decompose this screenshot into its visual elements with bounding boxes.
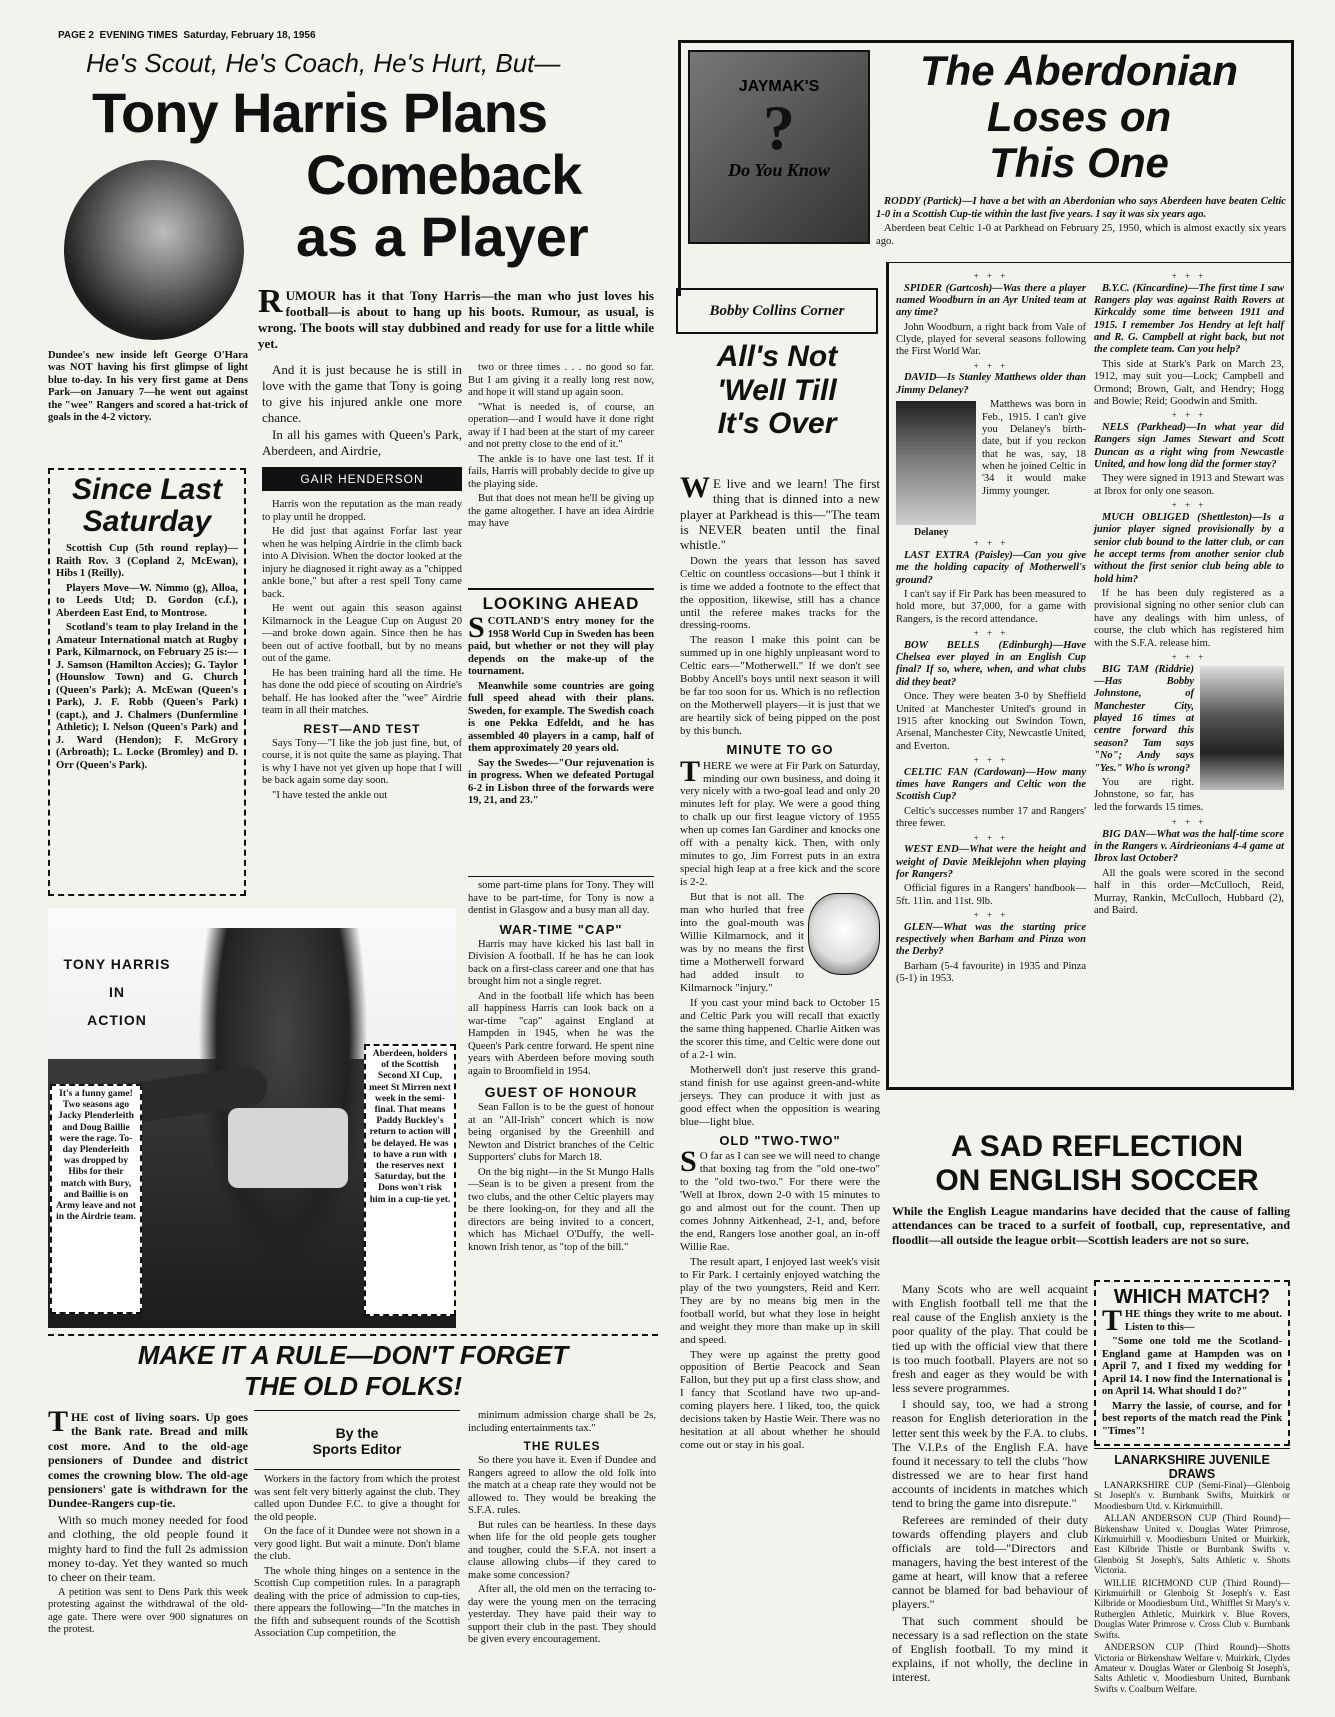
rule-para: So there you have it. Even if Dundee and Rangers agreed to allow the old folk into the match at a cheap rate they would not be allowed to. They would be breaking the S.F.A. rules. <box>468 1455 656 1517</box>
collins-headline-1: All's Not <box>716 340 838 373</box>
rule-para: HE cost of living soars. Up goes the Bank rate. Bread and milk cost more. And to the old-age pensioners of Dundee and district comes the crowning blow. The old-age pensioners' gate is withdrawn for the Dundee-Rangers cup-tie. <box>48 1410 248 1511</box>
which-match-title: WHICH MATCH? <box>1113 1286 1271 1308</box>
photo-johnstone <box>1200 666 1284 790</box>
separator: + + + <box>973 360 1009 371</box>
collins-para: But that is not all. The man who hurled that free into the goal-mouth was Willie Kilmarnock, and it was by no means the first time a Motherwell forward had added insult to Kilmarnock "injury." <box>680 891 804 994</box>
since-para: Scotland's team to play Ireland in the Amateur International match at Rugby Park, Kilmarnock, on February 25 is:—J. Samson (Hamilton Accies); G. Taylor (Hounslow Town) and G. Church (Queen's Park); A. McEwan (Queen's Park), J. F. Robb (Queen's Park) (capt.), and J. Chalmers (Dunfermline Athletic); I. Nelson (Queen's Park) and J. Ward (Hendon); F. McGrory (Arbroath); L. Locke (Bromley) and D. Orr (Queen's Park). <box>56 622 238 771</box>
byline: GAIR HENDERSON <box>300 472 424 487</box>
answer: This side at Stark's Park on March 23, 1912, may suit you—Lock; Campbell and Ormond; Brown, Galt, and Hendry; Hogg and Bowie; Reid; Goodwin and Smith. <box>1094 358 1284 407</box>
portrait-ohara <box>64 160 244 340</box>
page-number: PAGE 2 <box>58 30 94 41</box>
harris-para: He went out again this season against Kilmarnock in the League Cup on August 20—and broke down again. Since then he has been out of active football, but by no means out of the game. <box>262 603 462 665</box>
sad-headline-1: A SAD REFLECTION <box>950 1130 1244 1163</box>
rule-para: With so much money needed for food and clothing, the old people found it mighty hard to find the full 2s admission money to-day. Yet they wanted so much to cheer on their team. <box>48 1512 248 1585</box>
collins-para: The reason I make this point can be summed up in one highly unpleasant word to Celtic ears—"Motherwell." If we don't see Bobby Ancell's boys until next season it will be far too soon for us. Which is no reflection on the Motherwell players—it is just that we are heartily sick of being pipped on the post by this bunch. <box>680 634 880 738</box>
separator: + + + <box>1171 271 1207 281</box>
harris-lead <box>258 283 654 351</box>
harris-column-2 <box>468 362 654 533</box>
sad-para: I should say, too, we had a strong reason for English deterioration in the letter sent this week by the F.A. to clubs. The V.I.P.s of the English F.A. have found it necessary to tell the clubs "how distressed we are to hear first hand accounts of incidents in matches which tend to bring the game into disrepute." <box>892 1397 1088 1511</box>
answer: Matthews was born in Feb., 1915. I can't give you Delaney's birth-date, but if you reckon that he was, say, 18 when he joined Celtic in '34 it would make Jimmy younger. <box>982 399 1086 497</box>
separator: + + + <box>973 755 1009 766</box>
rule-column-3 <box>468 1410 656 1649</box>
separator: + + + <box>973 832 1009 843</box>
harris-para: some part-time plans for Tony. They will have to be part-time, for Tony is now a dentist in Glasgow and a busy man all day. <box>468 880 654 916</box>
answer: I can't say if Fir Park has been measured to hold more, but 37,000, for a game with Rangers, is the record attendance. <box>896 588 1086 625</box>
question: SPIDER (Gartcosh)—Was there a player named Woodburn in an Ayr United team at any time? <box>896 282 1086 319</box>
separator: + + + <box>1171 651 1207 662</box>
rule-column-2 <box>254 1410 460 1643</box>
answer: You are right. Johnstone, so far, has led the forwards 15 times. <box>1094 776 1204 813</box>
question: WEST END—What were the height and weight of Davie Meiklejohn when playing for Rangers? <box>896 844 1086 880</box>
since-title-2: Saturday <box>82 504 212 538</box>
drop-cap: S <box>468 611 485 644</box>
subhead-rest-and-test: REST—AND TEST <box>303 721 421 736</box>
ahead-para: COTLAND'S entry money for the 1958 World Cup in Sweden has been paid, but whether or not they will play depends on the make-up of the tournament. <box>468 616 654 677</box>
since-para: Scottish Cup (5th round replay)—Raith Rov. 3 (Copland 2, McEwan), Hibs 1 (Reilly). <box>56 543 238 579</box>
which-para: HE things they write to me about. Listen to this— <box>1125 1309 1282 1333</box>
rule-para: The whole thing hinges on a sentence in the Scottish Cup competition rules. In a paragraph dealing with the price of admission to cup-ties, there appears the following—"In the matches in the fifth and subsequent rounds of the Scottish Association Cup competition, the <box>254 1565 460 1639</box>
subhead-old-two-two: OLD "TWO-TWO" <box>719 1132 841 1148</box>
harris-column-1 <box>262 362 462 804</box>
action-caption-3: ACTION <box>87 1012 147 1028</box>
harris-para: two or three times . . . no good so far. But I am giving it a really long rest now, and hope it will stand up again soon. <box>468 362 654 398</box>
harris-para: Harris won the reputation as the man ready to play until he dropped. <box>262 499 462 523</box>
separator: + + + <box>1171 410 1207 421</box>
looking-ahead-title: LOOKING AHEAD <box>482 594 640 613</box>
sad-headline <box>892 1130 1302 1197</box>
question: BIG TAM (Riddrie)—Has Bobby Johnstone, of Manchester City, played 16 times at centre forward this season? Tam says "No"; Andy says "Yes." Who is wrong? <box>1094 663 1194 774</box>
lanark-para: LANARKSHIRE CUP (Semi-Final)—Glenboig St Joseph's v. Burnbank Swifts, Muirkirk or Moodiesburn Utd. v. Kirkmuirhill. <box>1094 1481 1290 1512</box>
rule-para: But rules can be heartless. In these days when life for the old people gets tougher and tougher, could the S.F.A. not insert a clause allowing clubs—if they cared to make some concession? <box>468 1519 656 1581</box>
collins-para: E live and we learn! The first thing that is dinned into a new player at Parkhead is this—"The team is NEVER beaten until the final whistle." <box>680 476 880 553</box>
question: NELS (Parkhead)—In what year did Rangers sign James Stewart and Scott Duncan as a right wing from Newcastle United, and how long did the former stay? <box>1094 421 1284 471</box>
lanark-para: WILLIE RICHMOND CUP (Third Round)—Kirkmuirhill or Glenboig St Joseph's v. East Kilbride or Moodiesburn Utd., Whifflet St Mary's v. Rutherglen Athletic, Muirkirk v. Blue Rovers, Douglas Water Primrose v. Cross Club v. Burnbank Swifts. <box>1094 1578 1290 1641</box>
drop-cap: T <box>48 1405 69 1438</box>
guest-para: Sean Fallon is to be the guest of honour at an "All-Irish" concert which is now being organised by the Greenhill and Newton and District branches of the Celtic Supporters' clubs for March 18. <box>468 1102 654 1163</box>
drop-cap: T <box>1102 1304 1123 1337</box>
harris-para: He did just that against Forfar last year when he was helping Airdrie in the climb back into A Division. When the doctor looked at the injury he diagnosed it right away as a "chipped ankle bone," but after a rest spell Tony came back. <box>262 526 462 600</box>
since-para: Players Move—W. Nimmo (g), Alloa, to Leeds Utd; D. Gordon (c.f.), Aberdeen East End, to Montrose. <box>56 582 238 619</box>
action-caption <box>62 950 172 1034</box>
subhead-guest-of-honour: GUEST OF HONOUR <box>484 1084 638 1100</box>
answer: All the goals were scored in the second half in this order—McCulloch, Reid, Murray, Rankin, McCulloch, Hubbard (2), and Baird. <box>1094 867 1284 916</box>
lanarkshire-draws <box>1094 1448 1290 1697</box>
answer: John Woodburn, a right back from Vale of Clyde, played for several seasons following the First World War. <box>896 321 1086 358</box>
harris-kicker: He's Scout, He's Coach, He's Hurt, But— <box>86 48 561 78</box>
paper-name: EVENING TIMES <box>99 30 178 41</box>
collins-headline <box>662 340 892 441</box>
harris-para: But that does not mean he'll be giving up the game altogether. I have an idea Airdrie may have <box>468 493 654 529</box>
qa-column-1 <box>896 270 1086 988</box>
question: DAVID—Is Stanley Matthews older than Jimmy Delaney? <box>896 372 1086 396</box>
rule-para: A petition was sent to Dens Park this week protesting against the withdrawal of the old-age gate. There were over 900 signatures on the protest. <box>48 1586 248 1636</box>
photo-delaney-caption: Delaney <box>914 527 949 539</box>
harris-para: "I have tested the ankle out <box>272 789 388 801</box>
cartoon-face <box>808 893 880 975</box>
separator: + + + <box>973 628 1009 639</box>
wartime-para: Harris may have kicked his last ball in Division A football. If he has he can look back on a first-class career and one that has brought him not a single regret. <box>468 938 654 987</box>
which-match-box <box>1094 1280 1290 1446</box>
collins-column <box>680 471 880 1454</box>
since-title-1: Since Last <box>71 473 223 506</box>
aberdonian-headline-2: Loses on <box>986 93 1172 141</box>
jaymak-logo <box>688 50 870 244</box>
aberdonian-headline-1: The Aberdonian <box>919 47 1239 94</box>
ahead-para: Meanwhile some countries are going full speed ahead with their plans. Sweden, for example. The Swedish coach is one Pekka Edfeldt, and he has assembled 40 players in a camp, half of them approximately 20 years old. <box>468 680 654 754</box>
harris-headline-3: as a Player <box>296 205 589 268</box>
collins-para: HERE we were at Fir Park on Saturday, minding our own business, and doing it very nicely with a two-goal lead and only 20 minutes left for play. We were a good thing to chalk up our first league victory of 1955 when up comes Ian Gardiner and knocks one off with a penalty kick. Then, with only minutes to go, Jim Forrest puts in an extra special high leap at a free kick and the score is 2-2. <box>680 759 880 889</box>
action-caption-1: TONY HARRIS <box>63 956 171 972</box>
collins-para: O far as I can see we will need to change that boxing tag from the "old one-two" to the "old two-two." For there were the 'Well at Ibrox, down 2-0 with 15 minutes to go and almost out for the count. Then up comes Johnny Aitkenhead, 2-1, and, before the end, Rangers lose another goal, an in-off Willie Rae. <box>680 1149 880 1253</box>
drop-cap: R <box>258 283 283 320</box>
jaymak-logo-2: Do You Know <box>728 160 830 180</box>
answer: They were signed in 1913 and Stewart was at Ibrox for only one season. <box>1094 473 1284 497</box>
harris-headline-1: Tony Harris Plans <box>92 81 548 144</box>
masthead <box>58 30 618 41</box>
aberdonian-headline-3: This One <box>989 139 1169 187</box>
rule-para: On the face of it Dundee were not shown in a very good light. But wait a minute. Don't blame the club. <box>254 1526 460 1562</box>
action-caption-2: IN <box>109 984 125 1000</box>
sad-headline-2: ON ENGLISH SOCCER <box>935 1163 1259 1197</box>
collins-para: They were up against the pretty good opposition of Bertie Peacock and Sean Fallon, but they put up a first class show, and I fancy that Scotland have two up-and-coming players here. I liked, too, the quick decisions taken by Hastie Weir. There was no hesitation at all about whether he should come out or stay in his goal. <box>680 1348 880 1452</box>
answer: If he has been duly registered as a provisional signing no other senior club can have any dealings with him unless, of course, the club which has registered him with the S.F.A. release him. <box>1094 588 1284 649</box>
question: MUCH OBLIGED (Shettleston)—Is a junior player signed provisionally by a senior club bound to the latter club, or can he accept terms from another senior club without the first senior club being able to hold him? <box>1094 511 1284 585</box>
harris-para: Says Tony—"I like the job just fine, but, of course, it is not quite the same as playing. That is why I have not yet given up hope that I will be back again some day soon. <box>262 737 462 787</box>
aberdonian-headline <box>874 48 1284 187</box>
qa-inner-top-rule <box>886 262 1294 263</box>
collins-headline-3: It's Over <box>717 407 837 441</box>
inset-left: It's a funny game! Two seasons ago Jacky Plenderleith and Doug Baillie were the rage. To-day Plenderleith was dropped by Hibs for their match with Bury, and Baillie is on Army leave and not in the Airdrie team. <box>50 1084 142 1314</box>
sad-para: Referees are reminded of their duty towards offending players and club officials are told—"Directors and managers, having the best interest of the game at heart, will know that a referee cannot be blamed for bad behaviour of players." <box>892 1512 1088 1612</box>
drop-cap: S <box>680 1144 697 1178</box>
subhead-the-rules: THE RULES <box>523 1439 601 1453</box>
issue-date: Saturday, February 18, 1956 <box>183 30 316 41</box>
ahead-para: Say the Swedes—"Our rejuvenation is in progress. When we defeated Portugal 6-2 in Lisbon three of the forwards were 19, 21, and 23." <box>468 757 654 806</box>
harris-column-2-continued <box>468 876 654 1256</box>
rule-byline-1: By the <box>335 1425 379 1441</box>
harris-para: He has been training hard all the time. He has done the odd piece of scouting on Airdrie's behalf. He has looked after the "wee" Airdrie team in all their matches. <box>262 667 462 717</box>
harris-para: "What is needed is, of course, an operation—and I would have it done right away if I had been at the start of my career and not pretty close to the end of it." <box>468 401 654 450</box>
collins-para: The result apart, I enjoyed last week's visit to Fir Park. I certainly enjoyed watching the play of the two youngsters, Reid and Kerr. They are by no means big men in the football world, but what they lose in height and weight they more than make up in skill and speed. <box>680 1255 880 1346</box>
question: LAST EXTRA (Paisley)—Can you give me the holding capacity of Motherwell's ground? <box>896 549 1086 586</box>
answer: Aberdeen beat Celtic 1-0 at Parkhead on February 25, 1950, which is almost exactly six years ago. <box>876 223 1286 247</box>
inset-right: Aberdeen, holders of the Scottish Second XI Cup, meet St Mirren next week in the semi-final. That means Paddy Buckley's return to action will be delayed. He was to have a run with the reserves next Saturday, but the Dons won't risk him in a cup-tie yet. <box>364 1044 456 1316</box>
question: BIG DAN—What was the half-time score in the Rangers v. Airdrieonians 4-4 game at Ibrox last October? <box>1094 828 1284 865</box>
jaymak-logo-1: JAYMAK'S <box>738 78 820 95</box>
separator: + + + <box>1171 500 1207 511</box>
aberdonian-lead-qa <box>876 196 1286 250</box>
rule-headline-2: THE OLD FOLKS! <box>243 1371 463 1401</box>
subhead-war-time-cap: WAR-TIME "CAP" <box>499 921 623 937</box>
answer: Barham (5-4 favourite) in 1935 and Pinza (5-1) in 1953. <box>896 960 1086 985</box>
guest-para: On the big night—in the St Mungo Halls—Sean is to be given a present from the two clubs, and the other Celtic players may be there looking-on, for they and all the directors are being invited to a concert, which has Michael O'Duffy, the well-known Irish tenor, as "top of the bill." <box>468 1166 654 1253</box>
lanark-para: ANDERSON CUP (Third Round)—Shotts Victoria or Birkenshaw Welfare v. Muirkirk, Clydes Amateur v. Douglas Water or Glenboig St Joseph's, Salts Athletic v. Moodiesburn United, Burnbank Swifts v. Coalburn Welfare. <box>1094 1643 1290 1695</box>
sad-lead: While the English League mandarins have decided that the cause of falling attendances can be traced to a surfeit of football, cup, representative, and floodlit—all outside the league orbit—Scottish leaders are not so sure. <box>892 1204 1290 1247</box>
question: BOW BELLS (Edinburgh)—Have Chelsea ever played in an English Cup final? If so, where, when, and what clubs did they beat? <box>896 639 1086 688</box>
drop-cap: W <box>680 471 710 504</box>
collins-para: Down the years that lesson has saved Celtic on countless occasions—but I think it is time we added a footnote to the effect that the opposition, likewise, still has a chance until the referee makes tracks for the dressing-rooms. <box>680 554 880 632</box>
answer: Celtic's successes number 17 and Rangers' three fewer. <box>896 805 1086 830</box>
player-shorts <box>228 1108 348 1188</box>
rule-headline-box <box>48 1334 658 1402</box>
harris-lead-text: UMOUR has it that Tony Harris—the man who just loves his football—is about to hang up his boots. Rumour, as usual, is wrong. The boots will stay dubbined and ready for use for a little while yet. <box>258 288 654 351</box>
ohara-caption: Dundee's new inside left George O'Hara was NOT having his first glimpse of light blue to-day. In his very first game at Dens Park—on January 7—he went out against the "wee" Rangers and scored a hat-trick of goals in the 4-2 victory. <box>48 350 248 423</box>
separator: + + + <box>973 538 1009 549</box>
qa-column-2 <box>1094 270 1284 919</box>
answer: Official figures in a Rangers' handbook—5ft. 11in. and 11st. 9lb. <box>896 883 1086 907</box>
harris-headline-2: Comeback <box>306 143 582 206</box>
which-para: Marry the lassie, of course, and for best reports of the match read the Pink "Times"! <box>1102 1400 1282 1437</box>
since-last-saturday-box <box>48 468 246 896</box>
looking-ahead <box>468 588 654 810</box>
collins-para: If you cast your mind back to October 15 and Celtic Park you will recall that exactly the same thing happened. Charlie Aitken was the scorer this time, and Celtic were done out of a 2-1 win. <box>680 996 880 1061</box>
lanarkshire-title-1: LANARKSHIRE JUVENILE <box>1114 1453 1270 1467</box>
byline-box <box>262 467 462 491</box>
lanarkshire-title-2: DRAWS <box>1168 1467 1216 1481</box>
collins-para: Motherwell don't just reserve this grand-stand finish for use against green-and-white jerseys. They can produce it with just as good effect when the opposition is wearing blue—light blue. <box>680 1063 880 1128</box>
answer: Once. They were beaten 3-0 by Sheffield United at Manchester United's ground in 1915 after knocking out Swindon Town, Arsenal, Manchester City, Newcastle United, and Everton. <box>896 691 1086 752</box>
wartime-para: And in the football life which has been all happiness Harris can look back on a war-time "cap" against England at Hampden in 1945, when he was the Queen's Park centre forward. He spent nine years with Aberdeen before moving south again to Broomfield in 1954. <box>468 990 654 1077</box>
harris-para: The ankle is to have one last test. If it fails, Harris will probably decide to give up the playing side. <box>468 453 654 490</box>
rule-column-1 <box>48 1405 248 1639</box>
lanark-para: ALLAN ANDERSON CUP (Third Round)—Birkenshaw United v. Douglas Water Primrose, Kirkmuirhill v. Moodiesburn United or Muirkirk, East Kilbride Thistle or Burnbank Swifts v. Glenboig St Joseph's, Salts Athletic v. Shotts Victoria. <box>1094 1514 1290 1577</box>
rule-para: After all, the old men on the terracing to-day were the young men on the terracing yesterday. They have paid their way to support their club in the past. They should be given every encouragement. <box>468 1584 656 1646</box>
harris-para: In all his games with Queen's Park, Aberdeen, and Airdrie, <box>262 427 462 459</box>
photo-delaney <box>896 401 976 539</box>
sad-column <box>892 1282 1088 1686</box>
sad-para: That such comment should be necessary is a sad reflection on the state of English football. To my mind it explains, if not wholly, the decline in interest. <box>892 1613 1088 1685</box>
harris-para: And it is just because he is still in love with the game that Tony is going to give his injured ankle one more chance. <box>262 362 462 425</box>
separator: + + + <box>973 910 1009 921</box>
rule-para: Workers in the factory from which the protest was sent felt very bitterly against the club. They called upon Dundee F.C. to give a thought for the old people. <box>254 1474 460 1523</box>
question-mark-icon: ? <box>763 92 795 163</box>
question: RODDY (Partick)—I have a bet with an Aberdonian who says Aberdeen have beaten Celtic 1-0 in a Scottish Cup-tie within the last five years. I say it was six years ago. <box>876 196 1286 220</box>
collins-box-label: Bobby Collins Corner <box>709 302 845 319</box>
sad-para: Many Scots who are well acquaint with English football tell me that the real cause of the English anxiety is the poor quality of the play. That could be tied up with the official view that there is too much football. Players are not so fresh and eager as they would be with less severe programmes. <box>892 1282 1088 1396</box>
question: GLEN—What was the starting price respectively when Barham and Pinza won the Derby? <box>896 921 1086 958</box>
rule-byline-2: Sports Editor <box>312 1441 402 1457</box>
question: CELTIC FAN (Cardowan)—How many times have Rangers and Celtic won the Scottish Cup? <box>896 766 1086 803</box>
drop-cap: T <box>680 754 701 788</box>
separator: + + + <box>1171 817 1207 828</box>
question: B.Y.C. (Kincardine)—The first time I saw Rangers play was against Raith Rovers at Kirkcaldy some time between 1911 and 1915. I remember Jos Hendry at left half and R. G. Campbell at right back, but not the complete team. Can you help? <box>1094 282 1284 356</box>
which-para: "Some one told me the Scotland-England game at Hampden was on April 7, and I fixed my wedding for April 14. I now find the International is on April 14. What should I do?" <box>1102 1336 1282 1397</box>
subhead-minute-to-go: MINUTE TO GO <box>726 742 834 758</box>
separator: + + + <box>973 271 1009 281</box>
rule-headline-1: MAKE IT A RULE—DON'T FORGET <box>137 1340 569 1370</box>
rule-para: minimum admission charge shall be 2s, including entertainments tax." <box>468 1410 656 1434</box>
collins-headline-2: 'Well Till <box>717 373 837 407</box>
